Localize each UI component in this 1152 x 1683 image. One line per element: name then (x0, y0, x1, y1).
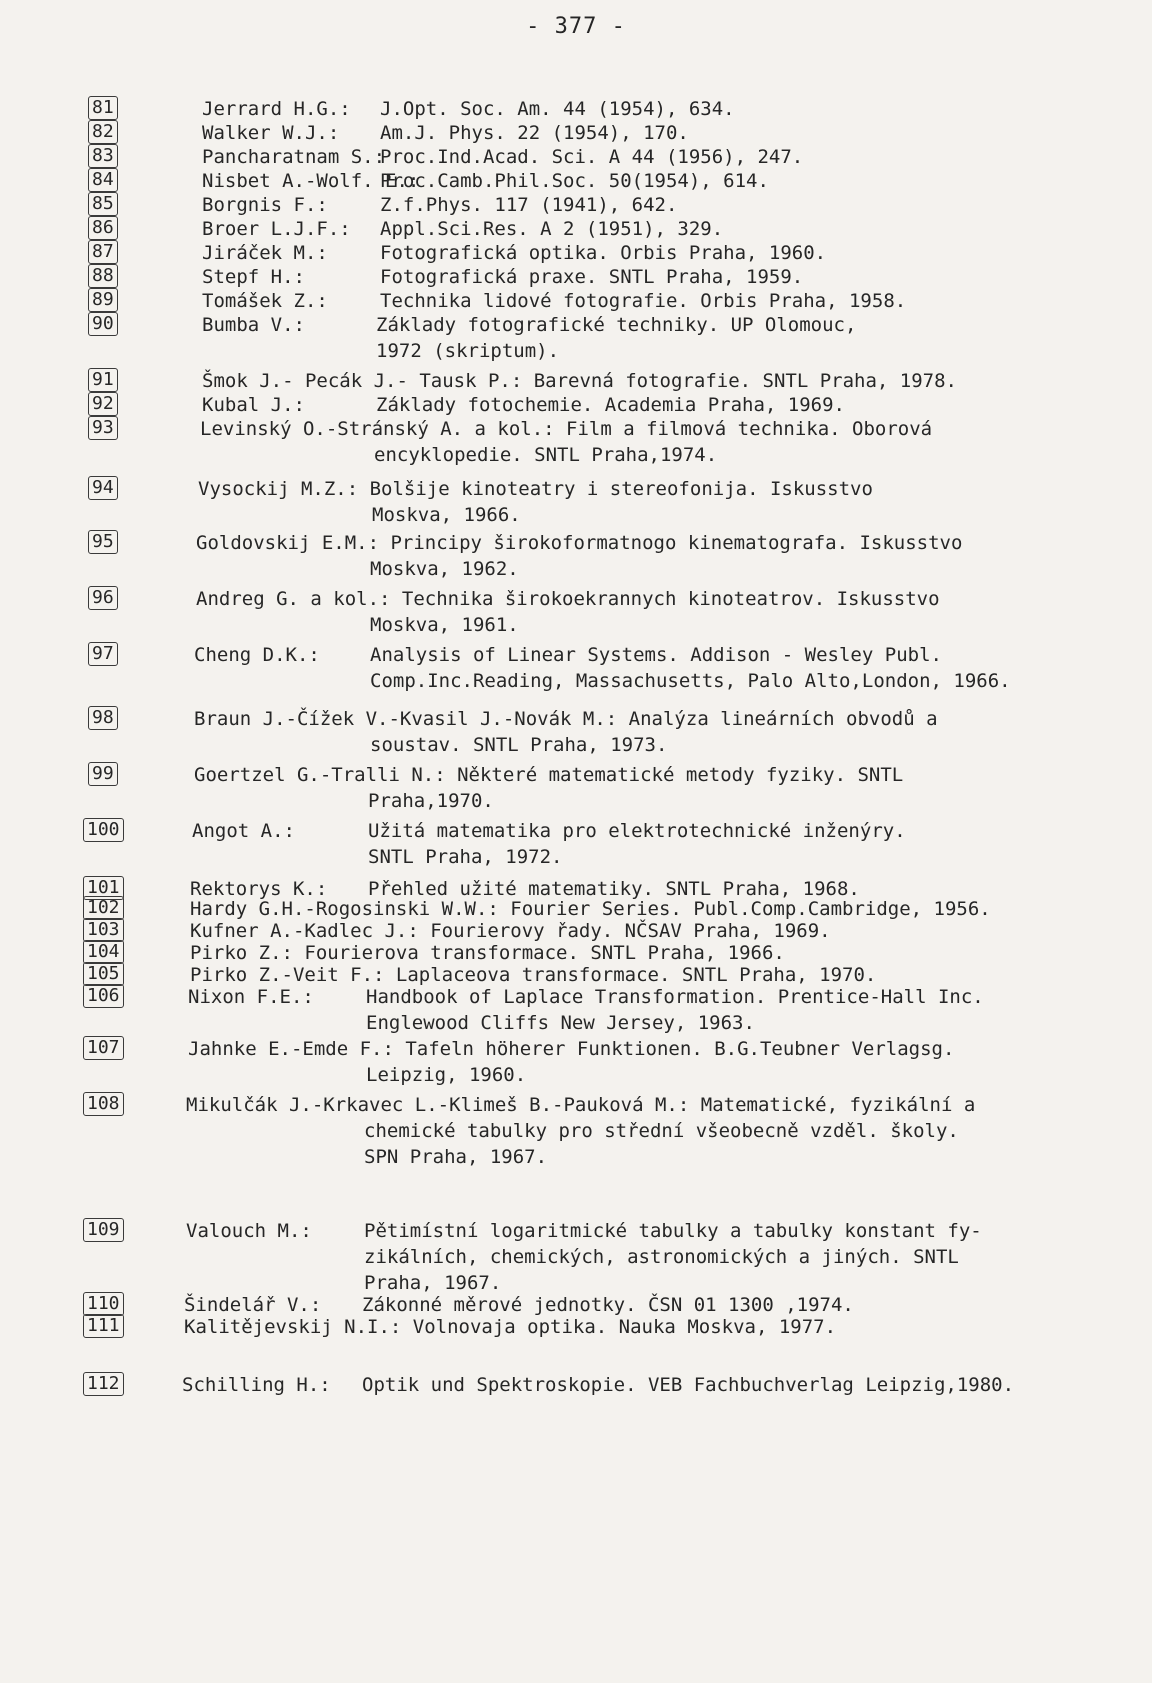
reference-work-line: Englewood Cliffs New Jersey, 1963. (366, 1012, 755, 1034)
reference-author: Valouch M.: (186, 1220, 312, 1242)
reference-work-line: Praha, 1967. (364, 1272, 502, 1294)
reference-number: 108 (83, 1092, 124, 1116)
reference-work-line: SNTL Praha, 1972. (368, 846, 563, 868)
reference-number: 104 (83, 940, 124, 964)
reference-author: Cheng D.K.: (194, 644, 320, 666)
reference-number: 84 (88, 168, 118, 192)
reference-author: Angot A.: (192, 820, 295, 842)
reference-number: 109 (83, 1218, 124, 1242)
reference-author: Broer L.J.F.: (202, 218, 351, 240)
reference-author: Nixon F.E.: (188, 986, 314, 1008)
reference-work-line: Moskva, 1961. (370, 614, 519, 636)
reference-work-line: Handbook of Laplace Transformation. Prentice-Hall Inc. (366, 986, 984, 1008)
reference-author: Rektorys K.: (190, 878, 328, 900)
reference-author: Borgnis F.: (202, 194, 328, 216)
reference-work-line: Optik und Spektroskopie. VEB Fachbuchverlag Leipzig,1980. (362, 1374, 1015, 1396)
reference-work-line: 1972 (skriptum). (376, 340, 560, 362)
page-number: - 377 - (526, 14, 626, 39)
reference-work-line: Comp.Inc.Reading, Massachusetts, Palo Alto,London, 1966. (370, 670, 1011, 692)
reference-number: 101 (83, 876, 124, 900)
reference-work-line: J.Opt. Soc. Am. 44 (1954), 634. (380, 98, 735, 120)
reference-work-line: zikálních, chemických, astronomických a jiných. SNTL (364, 1246, 959, 1268)
reference-work-line: Základy fotografické techniky. UP Olomouc, (376, 314, 857, 336)
reference-author: Pirko Z.-Veit F.: Laplaceova transformace. SNTL Praha, 1970. (190, 964, 877, 986)
reference-number: 92 (88, 392, 118, 416)
reference-author: Andreg G. a kol.: Technika širokoekrannych kinoteatrov. Iskusstvo (196, 588, 940, 610)
reference-number: 88 (88, 264, 118, 288)
reference-number: 98 (88, 706, 118, 730)
reference-author: Walker W.J.: (202, 122, 340, 144)
reference-author: Mikulčák J.-Krkavec L.-Klimeš B.-Pauková M.: Matematické, fyzikální a (186, 1094, 976, 1116)
reference-number: 103 (83, 918, 124, 942)
reference-work-line: Praha,1970. (368, 790, 494, 812)
reference-author: Stepf H.: (202, 266, 305, 288)
reference-number: 111 (83, 1314, 124, 1338)
reference-author: Bumba V.: (202, 314, 305, 336)
reference-work-line: chemické tabulky pro střední všeobecně vzděl. školy. (364, 1120, 959, 1142)
reference-number: 87 (88, 240, 118, 264)
reference-work-line: Zákonné měrové jednotky. ČSN 01 1300 ,1974. (362, 1294, 854, 1316)
reference-work-line: Moskva, 1962. (370, 558, 519, 580)
reference-number: 99 (88, 762, 118, 786)
reference-work-line: Appl.Sci.Res. A 2 (1951), 329. (380, 218, 724, 240)
reference-author: Tomášek Z.: (202, 290, 328, 312)
reference-work-line: Fotografická praxe. SNTL Praha, 1959. (380, 266, 804, 288)
reference-number: 96 (88, 586, 118, 610)
reference-work-line: Užitá matematika pro elektrotechnické inženýry. (368, 820, 906, 842)
reference-number: 89 (88, 288, 118, 312)
reference-number: 94 (88, 476, 118, 500)
reference-number: 100 (83, 818, 124, 842)
reference-number: 106 (83, 984, 124, 1008)
reference-author: Šindelář V.: (184, 1294, 322, 1316)
reference-number: 105 (83, 962, 124, 986)
reference-work-line: Proc.Ind.Acad. Sci. A 44 (1956), 247. (380, 146, 804, 168)
reference-number: 102 (83, 896, 124, 920)
reference-work-line: Analysis of Linear Systems. Addison - Wesley Publ. (370, 644, 942, 666)
reference-number: 110 (83, 1292, 124, 1316)
reference-work-line: Přehled užité matematiky. SNTL Praha, 1968. (368, 878, 860, 900)
reference-number: 95 (88, 530, 118, 554)
reference-work-line: Moskva, 1966. (372, 504, 521, 526)
reference-author: Schilling H.: (182, 1374, 331, 1396)
reference-number: 82 (88, 120, 118, 144)
reference-author: Kubal J.: (202, 394, 305, 416)
reference-author: Goldovskij E.M.: Principy širokoformatnogo kinematografa. Iskusstvo (196, 532, 963, 554)
reference-number: 97 (88, 642, 118, 666)
reference-work-line: Am.J. Phys. 22 (1954), 170. (380, 122, 689, 144)
reference-author: Jiráček M.: (202, 242, 328, 264)
reference-number: 85 (88, 192, 118, 216)
reference-number: 83 (88, 144, 118, 168)
reference-number: 86 (88, 216, 118, 240)
reference-number: 107 (83, 1036, 124, 1060)
reference-work-line: soustav. SNTL Praha, 1973. (370, 734, 668, 756)
reference-work-line: Z.f.Phys. 117 (1941), 642. (380, 194, 678, 216)
reference-work-line: Technika lidové fotografie. Orbis Praha, 1958. (380, 290, 907, 312)
reference-author: Nisbet A.-Wolf. E.: (202, 170, 420, 192)
reference-author: Pancharatnam S.: (202, 146, 386, 168)
reference-work-line: Fotografická optika. Orbis Praha, 1960. (380, 242, 827, 264)
reference-author: Hardy G.H.-Rogosinski W.W.: Fourier Series. Publ.Comp.Cambridge, 1956. (190, 898, 991, 920)
reference-number: 81 (88, 96, 118, 120)
reference-author: Jahnke E.-Emde F.: Tafeln höherer Funktionen. B.G.Teubner Verlagsg. (188, 1038, 955, 1060)
reference-number: 112 (83, 1372, 124, 1396)
reference-number: 90 (88, 312, 118, 336)
reference-work-line: Pětimístní logaritmické tabulky a tabulky konstant fy- (364, 1220, 982, 1242)
reference-work-line: Leipzig, 1960. (366, 1064, 527, 1086)
reference-author: Jerrard H.G.: (202, 98, 351, 120)
reference-author: Kalitějevskij N.I.: Volnovaja optika. Nauka Moskva, 1977. (184, 1316, 837, 1338)
reference-author: Šmok J.- Pecák J.- Tausk P.: Barevná fotografie. SNTL Praha, 1978. (202, 370, 957, 392)
reference-author: Levinský O.-Stránský A. a kol.: Film a filmová technika. Oborová (200, 418, 933, 440)
reference-author: Vysockij M.Z.: Bolšije kinoteatry i stereofonija. Iskusstvo (198, 478, 873, 500)
reference-author: Goertzel G.-Tralli N.: Některé matematické metody fyziky. SNTL (194, 764, 904, 786)
reference-author: Kufner A.-Kadlec J.: Fourierovy řady. NČSAV Praha, 1969. (190, 920, 831, 942)
reference-work-line: SPN Praha, 1967. (364, 1146, 548, 1168)
reference-author: Pirko Z.: Fourierova transformace. SNTL Praha, 1966. (190, 942, 785, 964)
reference-number: 91 (88, 368, 118, 392)
reference-work-line: Základy fotochemie. Academia Praha, 1969. (376, 394, 845, 416)
reference-work-line: Proc.Camb.Phil.Soc. 50(1954), 614. (380, 170, 769, 192)
reference-work-line: encyklopedie. SNTL Praha,1974. (374, 444, 718, 466)
reference-number: 93 (88, 416, 118, 440)
reference-author: Braun J.-Čížek V.-Kvasil J.-Novák M.: Analýza lineárních obvodů a (194, 708, 938, 730)
